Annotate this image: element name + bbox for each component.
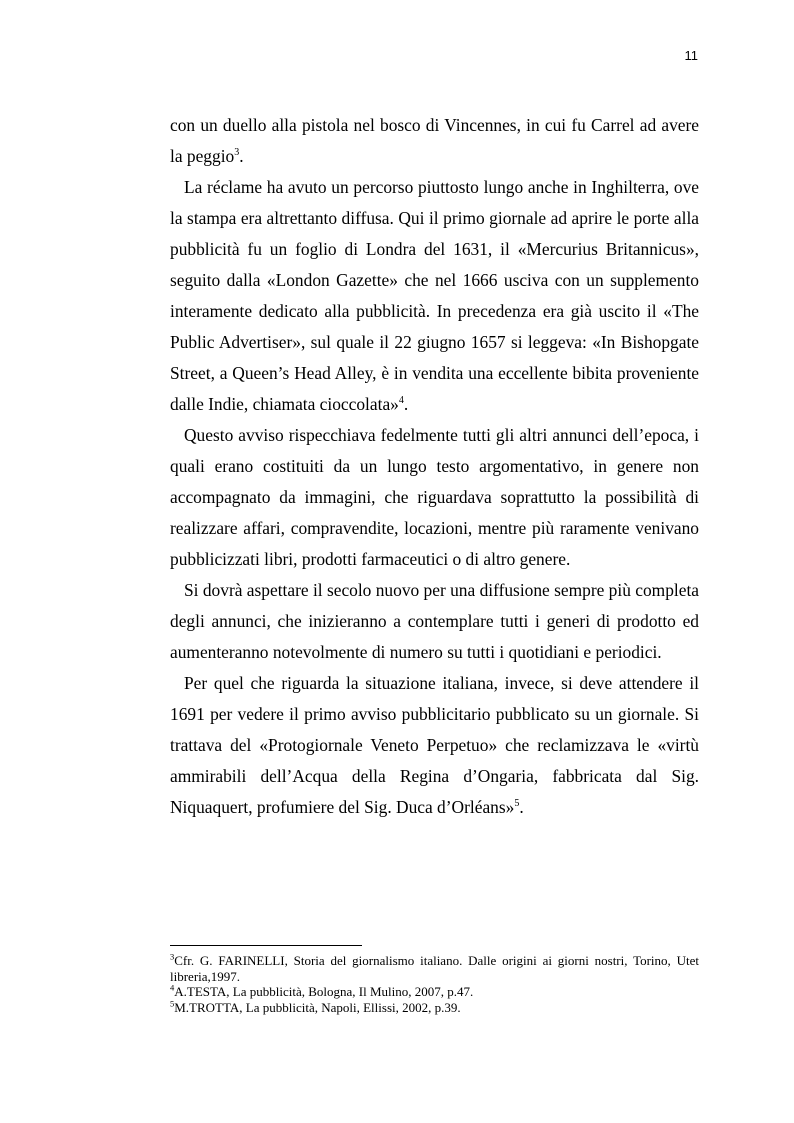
footnote-ref-4: 4 xyxy=(398,395,404,407)
paragraph-4: Si dovrà aspettare il secolo nuovo per una diffusione sempre più completa degli annunci, che inizieranno a contemplare tutti i generi di prodotto ed aumenteranno notevolmente di numero su tutti i quotidiani e periodici. xyxy=(170,580,699,662)
footnotes xyxy=(170,953,699,1015)
paragraph-5 xyxy=(170,668,699,823)
footnote-4-text: A.TESTA, La pubblicità, Bologna, Il Mulino, 2007, p.47. xyxy=(174,984,474,999)
paragraph-3: Questo avviso rispecchiava fedelmente tutti gli altri annunci dell’epoca, i quali erano costituiti da un lungo testo argomentativo, in genere non accompagnato da immagini, che riguardava soprattutto la possibilità di realizzare affari, compravendite, locazioni, mentre più raramente venivano pubblicizzati libri, prodotti farmaceutici o di altro genere. xyxy=(170,425,699,569)
footnote-4-number: 4 xyxy=(170,982,175,993)
paragraph-1-text: con un duello alla pistola nel bosco di Vincennes, in cui fu Carrel ad avere la peggio xyxy=(170,115,699,166)
footnote-4 xyxy=(170,984,699,1000)
paragraph-2-text: La réclame ha avuto un percorso piuttosto lungo anche in Inghilterra, ove la stampa era altrettanto diffusa. Qui il primo giornale ad aprire le porte alla pubblicità fu un foglio di Londra del 1631, il «Mercurius Britannicus», seguito dalla «London Gazette» che nel 1666 usciva con un supplemento interamente dedicato alla pubblicità. In precedenza era già uscito il «The Public Advertiser», sul quale il 22 giugno 1657 si leggeva: «In Bishopgate Street, a Queen’s Head Alley, è in vendita una eccellente bibita proveniente dalle Indie, chiamata cioccolata» xyxy=(170,177,699,414)
paragraph-1-end: . xyxy=(239,146,244,166)
footnote-5-number: 5 xyxy=(170,998,175,1009)
body-text xyxy=(170,110,699,823)
footnote-5 xyxy=(170,1000,699,1016)
footnote-3-text: Cfr. G. FARINELLI, Storia del giornalismo italiano. Dalle origini ai giorni nostri, Torino, Utet libreria,1997. xyxy=(170,953,699,984)
footnote-3-number: 3 xyxy=(170,951,175,962)
paragraph-5-end: . xyxy=(519,797,524,817)
footnote-ref-5: 5 xyxy=(514,798,520,810)
footnote-3 xyxy=(170,953,699,984)
footnote-ref-3: 3 xyxy=(234,147,240,159)
page-number: 11 xyxy=(684,48,698,63)
paragraph-1 xyxy=(170,110,699,172)
paragraph-5-text: Per quel che riguarda la situazione italiana, invece, si deve attendere il 1691 per vedere il primo avviso pubblicitario pubblicato su un giornale. Si trattava del «Protogiornale Veneto Perpetuo» che reclamizzava le «virtù ammirabili dell’Acqua della Regina d’Ongaria, fabbricata dal Sig. Niquaquert, profumiere del Sig. Duca d’Orléans» xyxy=(170,673,699,817)
paragraph-2-end: . xyxy=(403,394,409,414)
footnote-5-text: M.TROTTA, La pubblicità, Napoli, Ellissi, 2002, p.39. xyxy=(174,999,461,1015)
footnote-separator xyxy=(170,945,362,946)
paragraph-2 xyxy=(170,172,699,420)
